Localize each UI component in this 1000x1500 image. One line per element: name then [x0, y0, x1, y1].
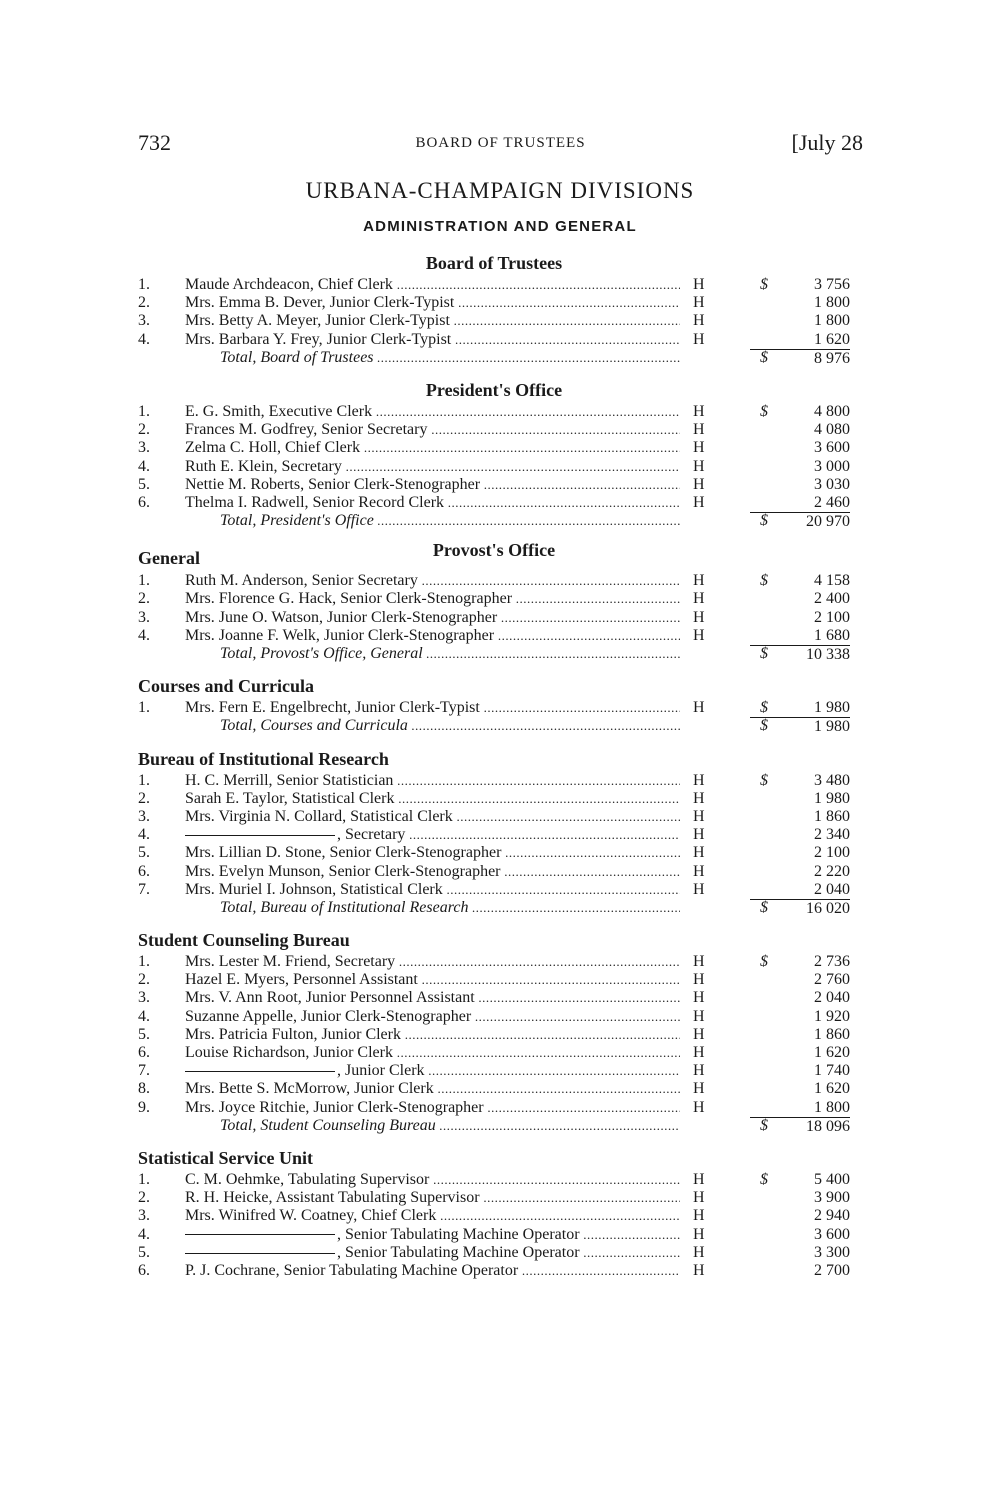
employee-name [185, 953, 680, 971]
table-row [138, 627, 850, 645]
row-number: 1. [138, 1170, 150, 1188]
table-row [138, 1080, 850, 1098]
salary-amount: 2 040 [750, 881, 850, 900]
employee-name-text: Sarah E. Taylor, Statistical Clerk [185, 789, 395, 807]
employee-name [185, 312, 680, 330]
employee-name [185, 826, 680, 844]
pay-code: H [693, 1062, 705, 1080]
table-row [138, 844, 850, 862]
salary-amount: 1 620 [814, 1044, 850, 1061]
section-provost [138, 572, 850, 663]
row-number: 3. [138, 989, 150, 1007]
page-number: 732 [138, 130, 171, 155]
employee-name-text: Thelma I. Radwell, Senior Record Clerk [185, 493, 445, 511]
pay-code: H [693, 771, 705, 789]
section-research [138, 772, 850, 918]
row-number: 7. [138, 880, 150, 898]
pay-code: H [693, 971, 705, 989]
employee-name [185, 1044, 680, 1062]
total-amount: 20 970 [750, 512, 850, 531]
table-row [138, 699, 850, 717]
table-row [138, 971, 850, 989]
employee-name-text: , Senior Tabulating Machine Operator [337, 1243, 580, 1261]
pay-code: H [693, 294, 705, 312]
salary-amount: 1 980 [750, 699, 850, 718]
row-number: 3. [138, 439, 150, 457]
table-row [138, 1044, 850, 1062]
table-row [138, 826, 850, 844]
dollar-sign: $ [760, 771, 768, 789]
table-row [138, 403, 850, 421]
employee-name [185, 1262, 680, 1280]
row-number: 2. [138, 590, 150, 608]
salary-amount: 2 460 [750, 494, 850, 513]
table-row [138, 863, 850, 881]
salary-amount: 1 920 [814, 1007, 850, 1025]
row-number: 4. [138, 330, 150, 348]
table-row [138, 1171, 850, 1189]
table-row [138, 1189, 850, 1207]
section-heading-statistical: Statistical Service Unit [138, 1147, 313, 1168]
employee-name [185, 699, 680, 717]
dollar-sign: $ [760, 402, 768, 420]
dollar-sign: $ [760, 512, 768, 530]
dollar-sign: $ [760, 898, 768, 916]
pay-code: H [693, 421, 705, 439]
employee-name [185, 294, 680, 312]
employee-name-text: Mrs. Evelyn Munson, Senior Clerk-Stenographer [185, 862, 501, 880]
table-row [138, 421, 850, 439]
section-trustees [138, 276, 850, 367]
employee-name-text: Suzanne Appelle, Junior Clerk-Stenographer [185, 1007, 472, 1025]
employee-name [185, 1008, 680, 1026]
row-number: 3. [138, 807, 150, 825]
total-row [138, 899, 850, 917]
employee-name-text: Mrs. Betty A. Meyer, Junior Clerk-Typist [185, 312, 450, 330]
total-label: Total, Board of Trustees ..... [220, 349, 680, 367]
row-number: 1. [138, 699, 150, 717]
table-row [138, 572, 850, 590]
table-row [138, 590, 850, 608]
pay-code: H [693, 844, 705, 862]
table-row [138, 1008, 850, 1026]
employee-name-text: Zelma C. Holl, Chief Clerk [185, 439, 361, 457]
employee-name-text: Mrs. Bette S. McMorrow, Junior Clerk [185, 1080, 434, 1098]
pay-code: H [693, 402, 705, 420]
salary-amount: 3 000 [814, 457, 850, 475]
salary-amount: 2 100 [814, 844, 850, 862]
employee-name [185, 421, 680, 439]
row-number: 9. [138, 1098, 150, 1116]
salary-amount: 2 940 [814, 1207, 850, 1225]
row-number: 1. [138, 953, 150, 971]
salary-amount: 1 800 [750, 1099, 850, 1118]
pay-code: H [693, 572, 705, 590]
table-row [138, 494, 850, 512]
pay-code: H [693, 439, 705, 457]
section-heading-research: Bureau of Institutional Research [138, 748, 389, 769]
row-number: 1. [138, 572, 150, 590]
employee-name [185, 403, 680, 421]
section-heading-provost-block [138, 540, 850, 572]
row-number: 1. [138, 402, 150, 420]
employee-name-text: Ruth E. Klein, Secretary [185, 457, 342, 475]
row-number: 5. [138, 844, 150, 862]
salary-amount: 3 756 [814, 276, 850, 293]
table-row [138, 439, 850, 457]
total-row [138, 717, 850, 735]
employee-name [185, 989, 680, 1007]
table-row [138, 609, 850, 627]
row-number: 5. [138, 1243, 150, 1261]
page-title: URBANA-CHAMPAIGN DIVISIONS [305, 178, 695, 203]
total-label: Total, Bureau of Institutional Research ..... [220, 899, 680, 917]
section-heading-provost: Provost's Office [432, 540, 556, 561]
salary-amount: 1 860 [814, 807, 850, 825]
section-statistical [138, 1171, 850, 1280]
salary-amount: 2 400 [814, 590, 850, 608]
employee-name [185, 1080, 680, 1098]
total-row [138, 349, 850, 367]
pay-code: H [693, 1225, 705, 1243]
employee-name [185, 1207, 680, 1225]
table-row [138, 331, 850, 349]
salary-amount: 2 220 [814, 862, 850, 880]
pay-code: H [693, 989, 705, 1007]
total-label: Total, Student Counseling Bureau ..... [220, 1117, 680, 1135]
pay-code: H [693, 826, 705, 844]
employee-name-text: Mrs. Lillian D. Stone, Senior Clerk-Stenographer [185, 844, 502, 862]
table-row [138, 790, 850, 808]
salary-amount: 2 040 [814, 989, 850, 1007]
total-row [138, 645, 850, 663]
table-row [138, 1226, 850, 1244]
total-label: Total, President's Office ..... [220, 512, 680, 530]
employee-name-text: Nettie M. Roberts, Senior Clerk-Stenographer [185, 475, 481, 493]
salary-amount: 3 600 [814, 439, 850, 457]
salary-amount: 2 340 [814, 826, 850, 844]
row-number: 4. [138, 1007, 150, 1025]
employee-name [185, 439, 680, 457]
employee-name [185, 1244, 680, 1262]
row-number: 4. [138, 1225, 150, 1243]
salary-amount: 4 080 [814, 421, 850, 439]
employee-name-text: Ruth M. Anderson, Senior Secretary [185, 572, 418, 590]
employee-name-text: Mrs. V. Ann Root, Junior Personnel Assistant [185, 989, 475, 1007]
pay-code: H [693, 493, 705, 511]
salary-amount: 1 620 [750, 331, 850, 350]
total-label: Total, Courses and Curricula ..... [220, 717, 680, 735]
employee-name-text: Mrs. Emma B. Dever, Junior Clerk-Typist [185, 294, 455, 312]
employee-name-text: Mrs. June O. Watson, Junior Clerk-Stenographer [185, 608, 498, 626]
row-number: 2. [138, 294, 150, 312]
salary-amount: 1 800 [814, 294, 850, 312]
salary-amount: 4 158 [814, 572, 850, 590]
row-number: 2. [138, 421, 150, 439]
table-row [138, 458, 850, 476]
employee-name [185, 1171, 680, 1189]
dollar-sign: $ [760, 348, 768, 366]
pay-code: H [693, 1080, 705, 1098]
employee-name [185, 863, 680, 881]
pay-code: H [693, 1261, 705, 1279]
salary-amount: 1 680 [750, 627, 850, 646]
employee-name-text: Mrs. Virginia N. Collard, Statistical Clerk [185, 807, 453, 825]
dollar-sign: $ [760, 953, 768, 971]
row-number: 1. [138, 276, 150, 293]
employee-name [185, 1026, 680, 1044]
dollar-sign: $ [760, 717, 768, 735]
table-row [138, 1244, 850, 1262]
section-courses [138, 699, 850, 735]
pay-code: H [693, 457, 705, 475]
total-label: Total, Provost's Office, General ..... [220, 645, 680, 663]
header-date: [July 28 [791, 130, 863, 155]
dollar-sign: $ [760, 276, 768, 293]
employee-name [185, 1099, 680, 1117]
total-row [138, 1117, 850, 1135]
blank-line [185, 1071, 335, 1072]
page-subtitle: ADMINISTRATION AND GENERAL [363, 218, 637, 235]
blank-line [185, 835, 335, 836]
dollar-sign: $ [760, 572, 768, 590]
salary-amount: 2 100 [814, 608, 850, 626]
pay-code: H [693, 1189, 705, 1207]
employee-name [185, 1062, 680, 1080]
table-row [138, 953, 850, 971]
dollar-sign: $ [760, 645, 768, 662]
running-header [138, 130, 863, 162]
employee-name-text: Mrs. Florence G. Hack, Senior Clerk-Stenographer [185, 590, 513, 608]
employee-name-text: Maude Archdeacon, Chief Clerk [185, 276, 393, 293]
employee-name-text: Mrs. Muriel I. Johnson, Statistical Clerk [185, 880, 443, 898]
pay-code: H [693, 475, 705, 493]
pay-code: H [693, 953, 705, 971]
row-number: 3. [138, 608, 150, 626]
employee-name [185, 590, 680, 608]
employee-name-text: Louise Richardson, Junior Clerk [185, 1044, 393, 1061]
salary-amount: 3 600 [814, 1225, 850, 1243]
table-row [138, 312, 850, 330]
employee-name [185, 1189, 680, 1207]
table-row [138, 476, 850, 494]
employee-name [185, 844, 680, 862]
row-number: 2. [138, 789, 150, 807]
section-counseling [138, 953, 850, 1135]
employee-name-text: Mrs. Joyce Ritchie, Junior Clerk-Stenographer [185, 1098, 484, 1116]
table-row [138, 989, 850, 1007]
row-number: 7. [138, 1062, 150, 1080]
employee-name [185, 572, 680, 590]
section-heading-president: President's Office [425, 379, 563, 400]
section-heading-counseling: Student Counseling Bureau [138, 930, 350, 951]
employee-name-text: P. J. Cochrane, Senior Tabulating Machine Operator [185, 1261, 519, 1279]
total-amount: 16 020 [750, 899, 850, 918]
salary-amount: 1 620 [814, 1080, 850, 1098]
row-number: 2. [138, 1189, 150, 1207]
employee-name-text: Mrs. Fern E. Engelbrecht, Junior Clerk-Typist [185, 699, 480, 717]
row-number: 3. [138, 312, 150, 330]
employee-name-text: H. C. Merrill, Senior Statistician [185, 771, 394, 789]
pay-code: H [693, 1044, 705, 1061]
salary-amount: 3 480 [814, 771, 850, 789]
pay-code: H [693, 330, 705, 348]
row-number: 3. [138, 1207, 150, 1225]
section-heading-courses: Courses and Curricula [138, 676, 315, 697]
pay-code: H [693, 1098, 705, 1116]
row-number: 2. [138, 971, 150, 989]
row-number: 5. [138, 475, 150, 493]
salary-amount: 5 400 [814, 1170, 850, 1188]
salary-amount: 2 760 [814, 971, 850, 989]
row-number: 6. [138, 493, 150, 511]
employee-name [185, 971, 680, 989]
pay-code: H [693, 608, 705, 626]
salary-amount: 1 800 [814, 312, 850, 330]
table-row [138, 276, 850, 294]
employee-name [185, 609, 680, 627]
employee-name-text: , Junior Clerk [337, 1062, 425, 1080]
blank-line [185, 1253, 335, 1254]
pay-code: H [693, 1025, 705, 1043]
employee-name-text: Frances M. Godfrey, Senior Secretary [185, 421, 428, 439]
dollar-sign: $ [760, 699, 768, 717]
employee-name-text: Mrs. Joanne F. Welk, Junior Clerk-Stenographer [185, 626, 495, 644]
employee-name-text: C. M. Oehmke, Tabulating Supervisor [185, 1170, 430, 1188]
pay-code: H [693, 312, 705, 330]
salary-amount: 1 860 [814, 1025, 850, 1043]
employee-name-text: , Secretary [337, 826, 406, 844]
employee-name [185, 1226, 680, 1244]
employee-name [185, 808, 680, 826]
section-heading-trustees: Board of Trustees [425, 253, 563, 273]
total-amount: 8 976 [750, 349, 850, 368]
table-row [138, 294, 850, 312]
employee-name [185, 458, 680, 476]
table-row [138, 808, 850, 826]
employee-name-text: Mrs. Patricia Fulton, Junior Clerk [185, 1025, 401, 1043]
total-amount: 1 980 [750, 717, 850, 736]
employee-name-text: Mrs. Lester M. Friend, Secretary [185, 953, 396, 971]
row-number: 8. [138, 1080, 150, 1098]
employee-name [185, 276, 680, 294]
employee-name [185, 476, 680, 494]
employee-name-text: , Senior Tabulating Machine Operator [337, 1225, 580, 1243]
section-president [138, 403, 850, 530]
table-row [138, 1062, 850, 1080]
employee-name [185, 331, 680, 349]
salary-amount: 3 030 [814, 475, 850, 493]
pay-code: H [693, 807, 705, 825]
employee-name [185, 772, 680, 790]
salary-amount: 2 700 [814, 1261, 850, 1279]
table-row [138, 772, 850, 790]
row-number: 6. [138, 1261, 150, 1279]
row-number: 6. [138, 1044, 150, 1061]
salary-listing [138, 250, 850, 1280]
salary-amount: 3 900 [814, 1189, 850, 1207]
pay-code: H [693, 1170, 705, 1188]
blank-line [185, 1234, 335, 1235]
employee-name [185, 627, 680, 645]
total-row [138, 512, 850, 530]
employee-name-text: R. H. Heicke, Assistant Tabulating Supervisor [185, 1189, 480, 1207]
total-amount: 18 096 [750, 1117, 850, 1136]
row-number: 1. [138, 771, 150, 789]
employee-name [185, 790, 680, 808]
pay-code: H [693, 699, 705, 717]
employee-name-text: E. G. Smith, Executive Clerk [185, 402, 373, 420]
total-amount: 10 338 [750, 645, 850, 664]
pay-code: H [693, 880, 705, 898]
salary-amount: 1 980 [814, 789, 850, 807]
row-number: 4. [138, 457, 150, 475]
table-row [138, 1026, 850, 1044]
pay-code: H [693, 590, 705, 608]
pay-code: H [693, 1243, 705, 1261]
table-row [138, 1207, 850, 1225]
table-row [138, 881, 850, 899]
dollar-sign: $ [760, 1170, 768, 1188]
pay-code: H [693, 862, 705, 880]
section-subheading-general: General [138, 548, 200, 569]
pay-code: H [693, 276, 705, 293]
pay-code: H [693, 1007, 705, 1025]
dollar-sign: $ [760, 1116, 768, 1134]
employee-name [185, 494, 680, 512]
pay-code: H [693, 626, 705, 644]
table-row [138, 1262, 850, 1280]
employee-name-text: Mrs. Winifred W. Coatney, Chief Clerk [185, 1207, 437, 1225]
salary-amount: 1 740 [814, 1062, 850, 1080]
pay-code: H [693, 1207, 705, 1225]
running-title: BOARD OF TRUSTEES [415, 135, 586, 151]
employee-name [185, 881, 680, 899]
salary-amount: 3 300 [814, 1243, 850, 1261]
table-row [138, 1099, 850, 1117]
row-number: 6. [138, 862, 150, 880]
employee-name-text: Hazel E. Myers, Personnel Assistant [185, 971, 418, 989]
row-number: 4. [138, 826, 150, 844]
employee-name-text: Mrs. Barbara Y. Frey, Junior Clerk-Typist [185, 330, 452, 348]
salary-amount: 2 736 [814, 953, 850, 971]
salary-amount: 4 800 [814, 402, 850, 420]
row-number: 4. [138, 626, 150, 644]
pay-code: H [693, 789, 705, 807]
row-number: 5. [138, 1025, 150, 1043]
